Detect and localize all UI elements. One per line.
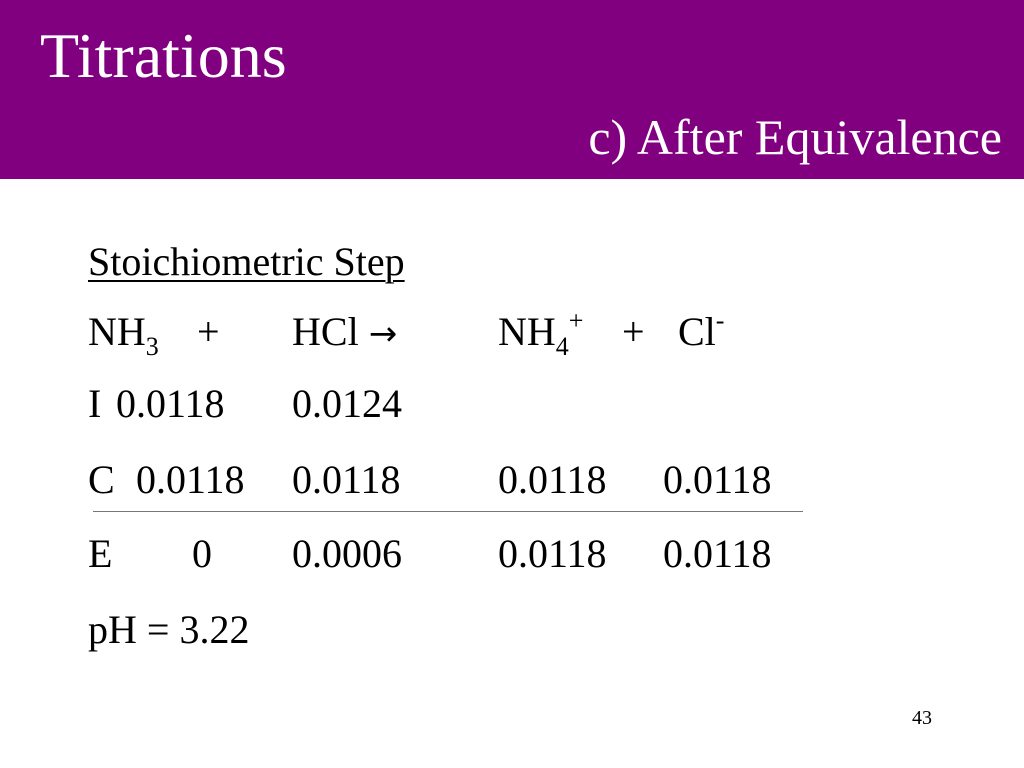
equation-reactant-nh3 xyxy=(88,308,159,361)
row-c-cl: 0.0118 xyxy=(663,457,772,502)
row-c-nh3: 0.0118 xyxy=(136,457,245,502)
equation-plus-1: + xyxy=(197,309,220,354)
page-number: 43 xyxy=(912,707,932,729)
product2-formula: Cl xyxy=(678,309,716,354)
table-divider xyxy=(93,511,803,512)
reactant1-formula: NH xyxy=(88,309,146,354)
section-heading: Stoichiometric Step xyxy=(88,239,405,284)
ph-result: pH = 3.22 xyxy=(88,607,250,652)
product2-superscript: - xyxy=(715,306,725,335)
product1-superscript: + xyxy=(568,306,584,335)
row-e-nh4: 0.0118 xyxy=(498,531,607,576)
product1-formula: NH xyxy=(498,309,556,354)
equation-plus-2: + xyxy=(622,309,645,354)
row-e-nh3: 0 xyxy=(192,531,212,576)
equation-product-nh4 xyxy=(498,306,584,361)
reaction-arrow-icon: → xyxy=(368,314,398,354)
slide-title: Titrations xyxy=(40,20,287,91)
row-e-hcl: 0.0006 xyxy=(292,531,402,576)
row-c-hcl: 0.0118 xyxy=(292,457,401,502)
equation-product-cl xyxy=(678,308,724,356)
row-e-cl: 0.0118 xyxy=(663,531,772,576)
row-i-nh3: 0.0118 xyxy=(116,381,225,426)
reactant2-formula: HCl xyxy=(292,309,359,354)
row-i-hcl: 0.0124 xyxy=(292,381,402,426)
product1-subscript: 4 xyxy=(555,332,569,361)
row-c-nh4: 0.0118 xyxy=(498,457,607,502)
row-e-label: E xyxy=(88,531,113,576)
slide-subtitle: c) After Equivalence xyxy=(588,109,1002,165)
row-i-label: I xyxy=(88,381,102,426)
row-c-label: C xyxy=(88,457,115,502)
reactant1-subscript: 3 xyxy=(145,332,159,361)
equation-reactant-hcl xyxy=(292,308,397,358)
